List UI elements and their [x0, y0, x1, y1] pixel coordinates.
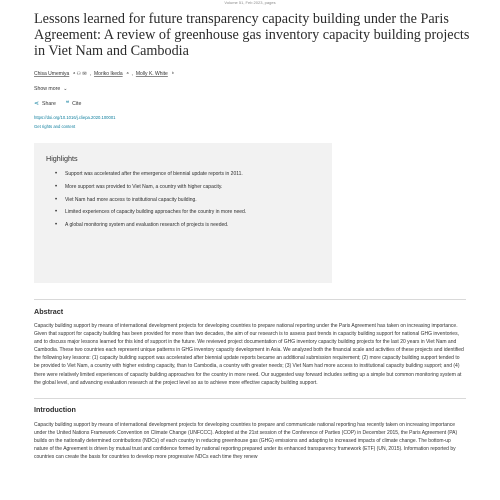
abstract-heading: Abstract [34, 307, 64, 316]
share-icon: ⋖ [34, 101, 40, 107]
doi-link[interactable]: https://doi.org/10.1016/j.cliepa.2020.100001 [34, 115, 116, 120]
show-more-label: Show more [34, 86, 61, 92]
journal-header-strip: Volume 51, Feb 2023, pages [224, 0, 276, 5]
show-more-button[interactable] [34, 86, 68, 92]
author-2-marks: ᵃ [126, 71, 129, 77]
highlights-box [34, 143, 332, 283]
author-1-marks[interactable]: ᵃ ⚇ ✉ [73, 71, 87, 77]
article-title: Lessons learned for future transparency capacity building under the Paris Agreement: A review of greenhouse gas inventory capacity building projects in Viet Nam and Cambodia [34, 11, 470, 59]
highlight-item: • Support was accelerated after the emergence of biennial update reports in 2011. [46, 171, 296, 179]
introduction-heading: Introduction [34, 405, 76, 414]
highlight-item: • Limited experiences of capacity building approaches for the country in more need. [46, 209, 296, 217]
cite-button[interactable] [66, 100, 81, 107]
author-3[interactable]: Molly K. White [135, 71, 168, 77]
section-divider [34, 299, 466, 300]
share-label: Share [42, 100, 56, 107]
quote-icon: ❝ [65, 101, 70, 107]
share-button[interactable] [34, 100, 56, 107]
highlight-item: • A global monitoring system and evaluation research of projects is needed. [46, 222, 296, 230]
cite-label: Cite [72, 100, 82, 107]
abstract-text: Capacity building support by means of international development projects for developing countries to prepare national reporting under the Paris Agreement has taken on increasing importance. Given that support for capacity building has been provided for more than two decades, the aim of our research is to assess past trends in capacity building support for national GHG inventories, and to discuss major lessons learned for this kind of support in the future. We reviewed project documentation of GHG inventory capacity building projects for the last 20 years in Viet Nam and Cambodia. These two countries each represent unique patterns in GHG inventory capacity development in Asia. We analyzed both the financial scale and activities of these projects and identified the following key lessons: (1) capacity building support was accelerated after biennial update reports became an additional submission requirement; (2) more capacity building support tended to be provided to Viet Nam, a country with higher existing capacity, than to Cambodia, a country with greater needs; (3) Viet Nam had more access to institutional capacity building support; and (4) there were relatively limited experiences of capacity building approaches for the country in more need. Our suggested way forward includes setting up a simple but common monitoring system at the global level, and advancing evaluation research at the project level so as to achieve more effective capacity building support. [34, 323, 464, 386]
article-actions [34, 100, 81, 107]
highlights-heading: Highlights [46, 154, 78, 163]
rights-link[interactable]: Get rights and content [34, 124, 76, 129]
highlight-item: • Viet Nam had more access to institutional capacity building. [46, 197, 296, 205]
author-1[interactable]: Chisa Umemiya [34, 71, 70, 77]
author-3-marks: ᵇ [171, 71, 174, 77]
introduction-text: Capacity building support by means of international development projects for developing countries to prepare and communicate national reporting has recently taken on increasing importance under the United Nations Framework Convention on Climate Change (UNFCCC). Adopted at the 21st session of the Conference of Parties (COP) in December 2015, the Paris Agreement (PA) builds on the nationally determined contributions (NDCs) of each country in reducing greenhouse gas (GHG) emissions and adapting to increased impacts of climate change. The bottom-up nature of the Agreement is driven by mutual trust and confidence formed by national reporting prepared under its enhanced transparency framework (ETF) (UN, 2015). Information reported by countries can create the basis for countries to develop more progressive NDCs each time they renew [34, 422, 458, 461]
author-list: Chisa Umemiya ᵃ ⚇ ✉ , Moriko Ikeda ᵃ , Molly K. White ᵇ [34, 71, 174, 77]
author-2[interactable]: Moriko Ikeda [94, 71, 123, 77]
highlights-list [46, 171, 320, 230]
chevron-down-icon: ⌄ [63, 86, 68, 92]
section-divider [34, 398, 466, 399]
highlight-item: • More support was provided to Viet Nam, a country with higher capacity. [46, 184, 296, 192]
